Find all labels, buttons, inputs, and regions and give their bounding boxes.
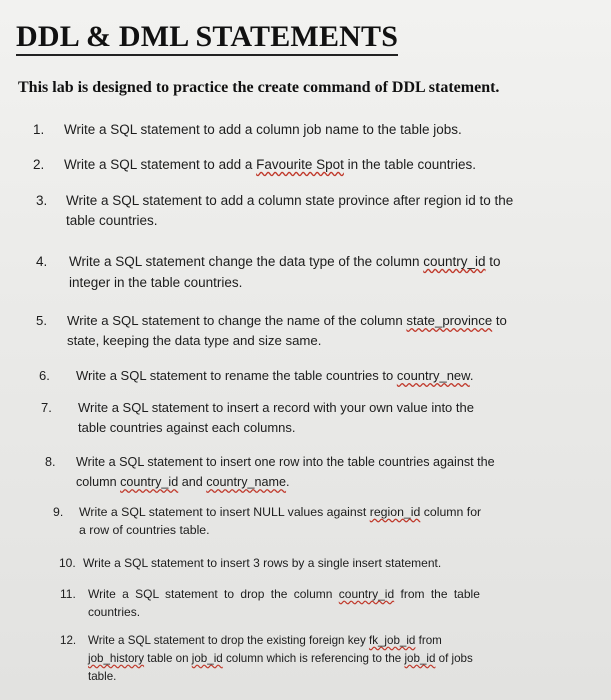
- misspelled-term: country_id: [120, 475, 179, 489]
- item-text: Write a SQL statement to insert NULL values against region_id column for: [79, 505, 482, 519]
- item-text: Write a SQL statement to drop the existing foreign key fk_job_id from: [88, 634, 442, 647]
- item-number: 12.: [60, 634, 77, 647]
- item-text: Write a SQL statement to insert one row into the table countries against the: [76, 455, 495, 469]
- item-text: Write a SQL statement to add a Favourite Spot in the table countries.: [64, 157, 476, 172]
- intro-text: This lab is designed to practice the create command of DDL statement.: [18, 79, 500, 96]
- misspelled-term: country_name: [206, 475, 287, 489]
- misspelled-term: country_id: [423, 254, 486, 269]
- item-text: table countries against each columns.: [78, 420, 296, 435]
- item-number: 11.: [60, 587, 76, 601]
- item-number: 10.: [59, 556, 76, 570]
- item-number: 3.: [36, 193, 48, 208]
- misspelled-term: state_province: [406, 313, 493, 328]
- item-number: 1.: [33, 122, 45, 137]
- misspelled-term: job_id: [191, 652, 223, 665]
- item-text: Write a SQL statement to add a column job name to the table jobs.: [64, 122, 462, 137]
- item-text: Write a SQL statement to insert a record with your own value into the: [78, 400, 474, 415]
- misspelled-term: country_id: [338, 587, 395, 601]
- misspelled-term: job_history: [88, 652, 145, 665]
- item-number: 5.: [36, 313, 47, 328]
- misspelled-term: fk_job_id: [368, 634, 416, 647]
- item-number: 9.: [53, 505, 64, 519]
- page-title: DDL & DML STATEMENTS: [16, 20, 398, 56]
- item-text: table countries.: [66, 213, 158, 228]
- item-text: integer in the table countries.: [69, 275, 243, 290]
- item-number: 2.: [33, 157, 45, 172]
- item-text: table.: [88, 670, 117, 683]
- item-text: Write a SQL statement to drop the column country_id from the table: [88, 587, 480, 601]
- item-text: Write a SQL statement to change the name of the column state_province to: [67, 313, 507, 328]
- misspelled-term: country_new: [396, 368, 470, 383]
- item-text: a row of countries table.: [79, 523, 210, 537]
- item-number: 4.: [36, 254, 48, 269]
- item-text: column country_id and country_name.: [76, 475, 290, 489]
- misspelled-term: region_id: [369, 505, 421, 519]
- item-number: 6.: [39, 368, 50, 383]
- item-text: countries.: [88, 605, 141, 619]
- item-text: state, keeping the data type and size same.: [67, 333, 322, 348]
- item-number: 7.: [41, 400, 52, 415]
- item-text: Write a SQL statement change the data type of the column country_id to: [69, 254, 501, 269]
- misspelled-term: Favourite Spot: [256, 157, 344, 172]
- item-number: 8.: [45, 455, 56, 469]
- misspelled-term: job_id: [404, 652, 436, 665]
- item-text: job_history table on job_id column which is referencing to the job_id of jobs: [88, 652, 473, 665]
- item-text: Write a SQL statement to rename the table countries to country_new.: [76, 368, 474, 383]
- item-text: Write a SQL statement to add a column state province after region id to the: [66, 193, 514, 208]
- item-text: Write a SQL statement to insert 3 rows by a single insert statement.: [83, 556, 442, 570]
